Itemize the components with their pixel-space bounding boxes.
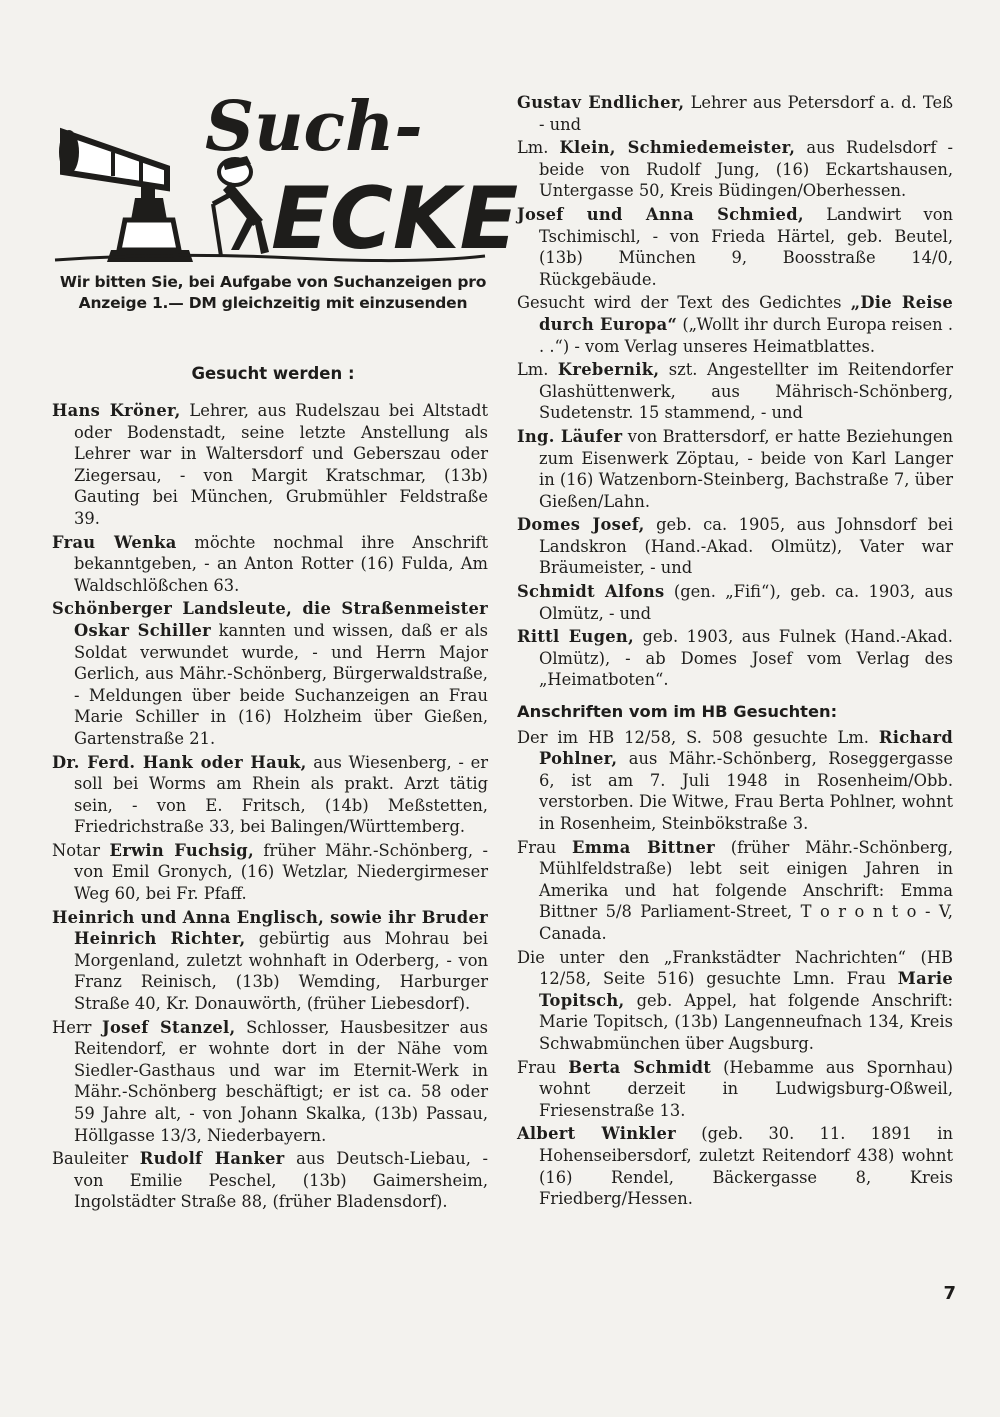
entry-text: („Wollt ihr durch Europa reisen . . .“) - vom Verlag unseres Heimatblattes. bbox=[539, 314, 953, 356]
entry-name: Dr. Ferd. Hank oder Hauk, bbox=[52, 752, 307, 772]
search-entry bbox=[517, 359, 953, 424]
search-entry bbox=[52, 400, 488, 530]
entry-text: Landwirt von Tschimischl, - von Frieda Härtel, geb. Beutel, (13b) München 9, Boosstraße 14/0, Rückgebäude. bbox=[539, 204, 953, 289]
entry-text: kannten und wissen, daß er als Soldat verwundet wurde, - und Herrn Major Gerlich, aus Mähr.-Schönberg, Bürgerwaldstraße, - Meldungen über beide Suchanzeigen an Frau Marie Schiller in (16) Holzheim über Gießen, Gartenstraße 21. bbox=[74, 620, 489, 748]
entry-name: Emma Bittner bbox=[572, 837, 715, 857]
entry-text: geb. Appel, hat folgende Anschrift: Marie Topitsch, (13b) Langenneufnach 134, Kreis Schwabmünchen über Augsburg. bbox=[539, 990, 953, 1053]
entry-name: Domes Josef, bbox=[517, 515, 645, 535]
entry-text: gebürtig aus Mohrau bei Morgenland, zuletzt wohnhaft in Oderberg, - von Franz Reinisch, (13b) Wemding, Harburger Straße 40, Kr. Donauwörth, (früher Liebesdorf). bbox=[74, 929, 489, 1014]
entry-text: früher Mähr.-Schönberg, - von Emil Gronych, (16) Wetzlar, Niedergirmeser Weg 60, bei Fr. Pfaff. bbox=[74, 840, 488, 904]
entry-text: (gen. „Fifi“), geb. ca. 1903, aus Olmütz, - und bbox=[539, 582, 953, 623]
search-entry bbox=[52, 598, 488, 749]
search-entry bbox=[52, 752, 488, 838]
entry-name: Ing. Läufer bbox=[517, 426, 623, 446]
man-figure-icon bbox=[213, 156, 269, 256]
entry-prefix: Gesucht wird der Text des Gedichtes bbox=[517, 293, 851, 313]
search-entry bbox=[517, 581, 953, 624]
search-entry bbox=[517, 92, 953, 135]
entry-text: (Hebamme aus Spornhau) wohnt derzeit in Ludwigsburg-Oßweil, Friesenstraße 13. bbox=[539, 1057, 953, 1120]
entry-name: Josef und Anna Schmied, bbox=[517, 204, 804, 224]
entry-text: geb. 1903, aus Fulnek (Hand.-Akad. Olmütz), - ab Domes Josef vom Verlag des „Heimatboten“. bbox=[539, 627, 953, 690]
entry-name: Richard Pohlner, bbox=[539, 727, 953, 769]
search-entry bbox=[517, 426, 953, 512]
search-entry bbox=[517, 292, 953, 357]
entry-prefix: Lm. bbox=[517, 138, 560, 158]
search-entry bbox=[517, 626, 953, 691]
search-entry bbox=[52, 1148, 488, 1213]
such-ecke-header bbox=[55, 80, 519, 269]
entry-prefix: Herr bbox=[52, 1017, 102, 1037]
entry-name: Krebernik, bbox=[557, 360, 660, 380]
entry-text: möchte nochmal ihre Anschrift bekanntgeben, - an Anton Rotter (16) Fulda, Am Waldschlößchen 63. bbox=[74, 532, 489, 595]
search-entry bbox=[52, 532, 488, 597]
section-heading-gesucht: Gesucht werden : bbox=[191, 364, 355, 383]
header-script-title: Such- bbox=[205, 87, 423, 167]
right-column bbox=[517, 92, 953, 1212]
entry-name: Gustav Endlicher, bbox=[517, 93, 685, 112]
page-number: 7 bbox=[943, 1283, 956, 1304]
search-entry bbox=[52, 907, 488, 1015]
entry-text: aus Wiesenberg, - er soll bei Worms am Rhein als prakt. Arzt tätig sein, - von E. Fritsch, (14b) Meßstetten, Friedrichstraße 33, bei Balingen/Württemberg. bbox=[74, 752, 488, 837]
entry-text: (geb. 30. 11. 1891 in Hohenseibersdorf, zuletzt Reitendorf 438) wohnt (16) Rendel, Bäckergasse 8, Kreis Friedberg/Hessen. bbox=[539, 1124, 954, 1209]
search-entry bbox=[517, 1057, 953, 1122]
entry-prefix: Frau bbox=[517, 1057, 569, 1077]
entry-name: Rudolf Hanker bbox=[139, 1149, 285, 1169]
entry-name: Erwin Fuchsig, bbox=[109, 840, 254, 860]
entry-name: Klein, Schmiedemeister, bbox=[559, 138, 796, 158]
search-entry bbox=[517, 514, 953, 579]
entry-name: Heinrich und Anna Englisch, sowie ihr Bruder Heinrich Richter, bbox=[52, 907, 488, 949]
notice-text: Wir bitten Sie, bei Aufgabe von Suchanzeigen pro Anzeige 1.— DM gleichzeitig mit einzusenden bbox=[59, 273, 487, 312]
entry-text: aus Rudelsdorf - beide von Rudolf Jung, (16) Eckartshausen, Untergasse 50, Kreis Büdingen/Oberhessen. bbox=[539, 138, 953, 201]
search-entry bbox=[517, 727, 953, 835]
entry-name: Schönberger Landsleute, die Straßenmeister Oskar Schiller bbox=[52, 599, 488, 640]
entry-text: Lehrer, aus Rudelszau bei Altstadt oder Bodenstadt, seine letzte Anstellung als Lehrer war in Waltersdorf und Geberszau oder Ziegersau, - von Margit Kratschmar, (13b) Gauting bei München, Grubmühler Feldstraße 39. bbox=[74, 401, 488, 528]
entry-name: Rittl Eugen, bbox=[517, 627, 635, 647]
section-heading-anschriften: Anschriften vom im HB Gesuchten: bbox=[517, 702, 838, 722]
entry-text: Schlosser, Hausbesitzer aus Reitendorf, er wohnte dort in der Nähe vom Siedler-Gasthaus und war im Eternit-Werk in Mähr.-Schönberg beschäftigt; er ist ca. 58 oder 59 Jahre alt, - von Johann Skalka, (13b) Passau, Höllgasse 13/3, Niederbayern. bbox=[74, 1017, 488, 1145]
entry-name: Marie Topitsch, bbox=[539, 969, 953, 1010]
entry-prefix: Notar bbox=[52, 840, 110, 860]
left-column bbox=[52, 400, 488, 1215]
entry-name: Frau Wenka bbox=[52, 532, 177, 552]
entry-text: szt. Angestellter im Reitendorfer Glashüttenwerk, aus Mährisch-Schönberg, Sudetenstr. 15 stammend, - und bbox=[539, 360, 953, 423]
entry-name: „Die Reise durch Europa“ bbox=[539, 293, 953, 334]
search-entry bbox=[52, 1017, 488, 1147]
search-entry bbox=[517, 1123, 953, 1209]
entry-prefix: Lm. bbox=[517, 360, 558, 380]
header-block-title: ECKE bbox=[271, 169, 519, 269]
entry-prefix: Frau bbox=[517, 837, 572, 857]
entry-name: Albert Winkler bbox=[517, 1124, 676, 1144]
entry-text: aus Deutsch-Liebau, - von Emilie Peschel, (13b) Gaimersheim, Ingolstädter Straße 88, (früher Bladensdorf). bbox=[74, 1149, 489, 1212]
search-entry bbox=[517, 137, 953, 202]
right-column-addresses bbox=[517, 727, 953, 1210]
search-entry bbox=[517, 947, 953, 1055]
search-entry bbox=[517, 837, 953, 945]
entry-text: geb. ca. 1905, aus Johnsdorf bei Landskron (Hand.-Akad. Olmütz), Vater war Bräumeister, - und bbox=[539, 515, 953, 578]
telescope-icon bbox=[59, 130, 167, 188]
entry-text: Lehrer aus Petersdorf a. d. Teß - und bbox=[539, 93, 953, 134]
entry-prefix: Der im HB 12/58, S. 508 gesuchte Lm. bbox=[517, 727, 879, 747]
entry-name: Hans Kröner, bbox=[52, 401, 181, 420]
entry-name: Berta Schmidt bbox=[568, 1057, 712, 1077]
pedestal-icon bbox=[107, 184, 193, 262]
entry-text: (früher Mähr.-Schönberg, Mühlfeldstraße) lebt seit einigen Jahren in Amerika und hat folgende Anschrift: Emma Bittner 5/8 Parliament-Street, T o r o n t o - V, Canada. bbox=[539, 837, 954, 943]
entry-prefix: Die unter den „Frankstädter Nachrichten“ (HB 12/58, Seite 516) gesuchte Lmn. Frau bbox=[517, 947, 953, 989]
entry-name: Schmidt Alfons bbox=[517, 582, 665, 602]
entry-name: Josef Stanzel, bbox=[102, 1017, 236, 1037]
search-entry bbox=[517, 204, 953, 290]
entry-prefix: Bauleiter bbox=[52, 1149, 140, 1169]
right-column-entries bbox=[517, 92, 953, 691]
search-entry bbox=[52, 840, 488, 905]
entry-text: aus Mähr.-Schönberg, Roseggergasse 6, ist am 7. Juli 1948 in Rosenheim/Obb. verstorben. Die Witwe, Frau Berta Pohlner, wohnt in Rosenheim, Steinbökstraße 3. bbox=[539, 749, 953, 833]
entry-text: von Brattersdorf, er hatte Beziehungen zum Eisenwerk Zöptau, - beide von Karl Langer in (16) Watzenborn-Steinberg, Bachstraße 7, über Gießen/Lahn. bbox=[539, 426, 954, 511]
telescope-man-illustration bbox=[55, 80, 519, 269]
